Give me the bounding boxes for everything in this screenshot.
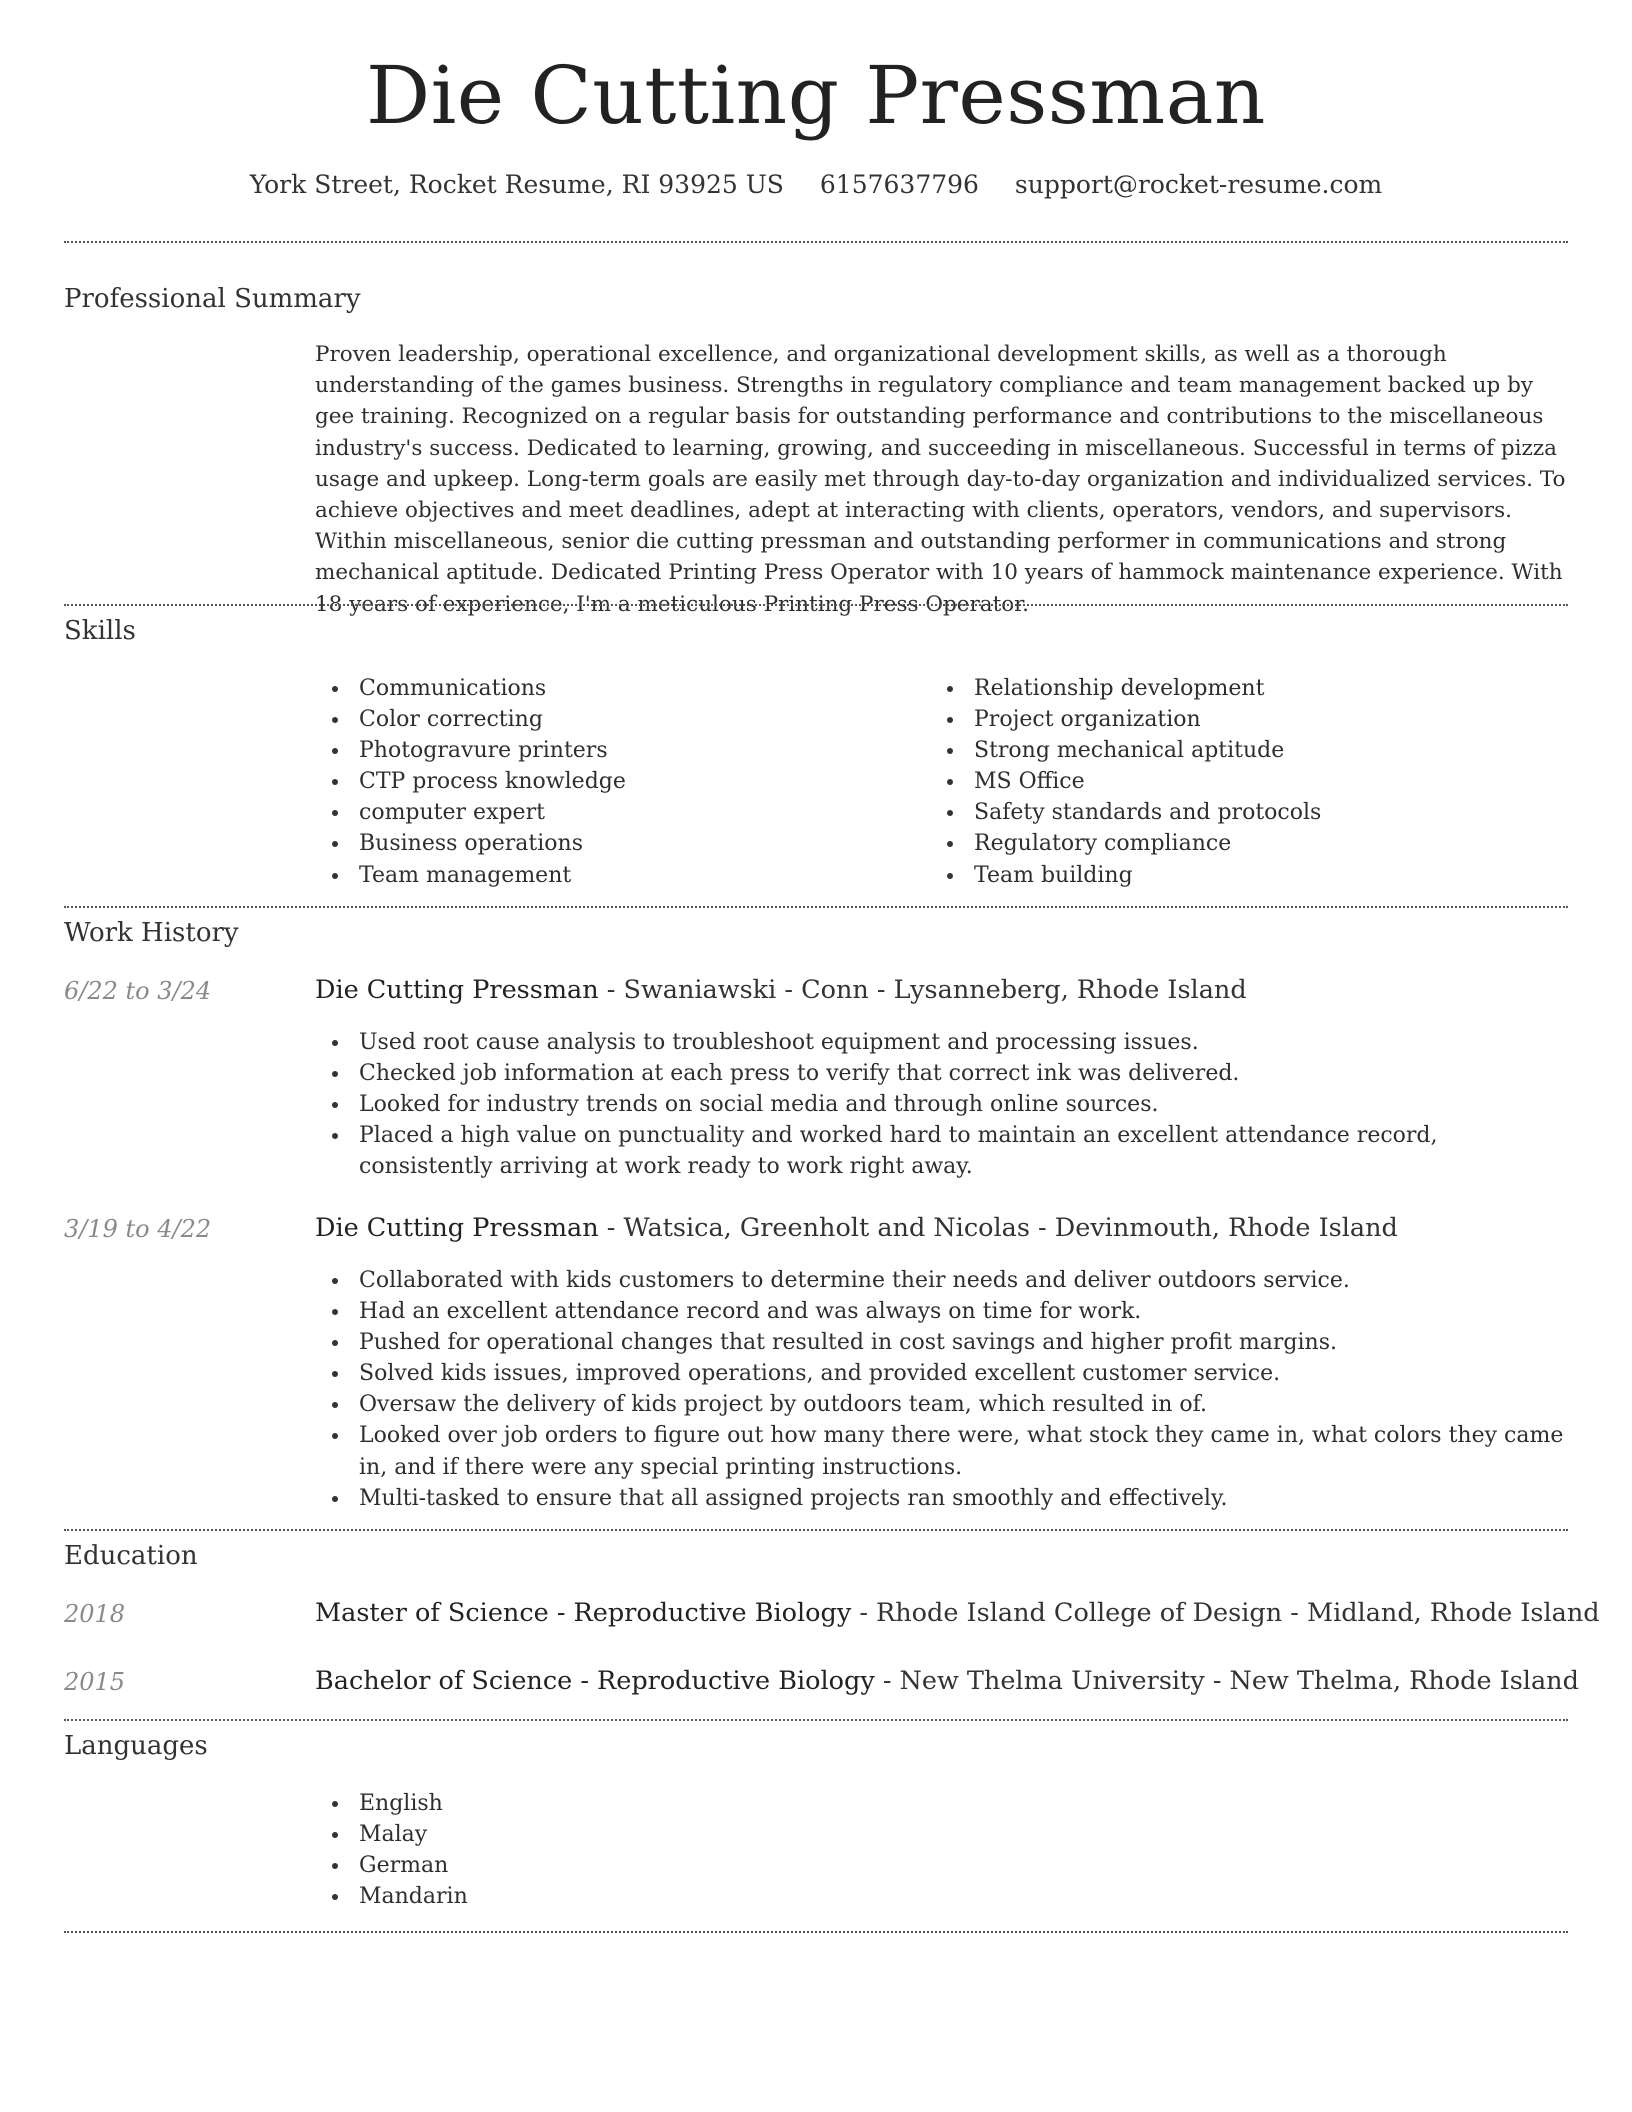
divider: [64, 906, 1568, 908]
job-role: Die Cutting Pressman: [315, 1213, 599, 1243]
skill-item: Team management: [315, 860, 895, 891]
job-bullet: Looked over job orders to figure out how many there were, what stock they came in, what colors they came in, and if there were any special printing instructions.: [315, 1420, 1569, 1482]
skill-item: MS Office: [930, 766, 1550, 797]
divider: [64, 1931, 1568, 1933]
skill-item: Photogravure printers: [315, 735, 895, 766]
job-bullet: Placed a high value on punctuality and worked hard to maintain an excellent attendance record, consistently arriving at work ready to work right away.: [315, 1120, 1569, 1182]
candidate-name: Die Cutting Pressman: [366, 49, 1266, 142]
skill-item: Project organization: [930, 704, 1550, 735]
job-bullet: Solved kids issues, improved operations, and provided excellent customer service.: [315, 1358, 1569, 1389]
job-date: 6/22 to 3/24: [64, 977, 212, 1005]
job-employer: - Swaniawski - Conn - Lysanneberg, Rhode Island: [598, 975, 1247, 1005]
job-bullet: Multi-tasked to ensure that all assigned projects ran smoothly and effectively.: [315, 1483, 1569, 1514]
job-heading: [315, 975, 1247, 1005]
skill-item: computer expert: [315, 797, 895, 828]
skills-list-right: [930, 673, 1550, 891]
skill-item: Relationship development: [930, 673, 1550, 704]
skill-item: Strong mechanical aptitude: [930, 735, 1550, 766]
job-role: Die Cutting Pressman: [315, 975, 599, 1005]
skills-list-left: [315, 673, 895, 891]
job-bullet: Oversaw the delivery of kids project by outdoors team, which resulted in of.: [315, 1389, 1569, 1420]
job-bullet: Checked job information at each press to verify that correct ink was delivered.: [315, 1058, 1569, 1089]
contact-address: York Street, Rocket Resume, RI 93925 US: [249, 170, 784, 199]
skill-item: Team building: [930, 860, 1550, 891]
divider: [64, 604, 1568, 606]
job-date: 3/19 to 4/22: [64, 1215, 212, 1243]
job-employer: - Watsica, Greenholt and Nicolas - Devinmouth, Rhode Island: [598, 1213, 1398, 1243]
job-heading: [315, 1213, 1398, 1243]
education-school: - New Thelma University - New Thelma, Rhode Island: [874, 1666, 1579, 1696]
education-heading: [315, 1666, 1579, 1696]
section-title-work: Work History: [64, 918, 239, 948]
job-bullet: Looked for industry trends on social media and through online sources.: [315, 1089, 1569, 1120]
education-year: 2015: [64, 1668, 126, 1696]
education-degree: Bachelor of Science - Reproductive Biology: [315, 1666, 875, 1696]
divider: [64, 241, 1568, 243]
contact-email: support@rocket-resume.com: [1014, 170, 1383, 199]
education-year: 2018: [64, 1600, 126, 1628]
job-bullet: Pushed for operational changes that resulted in cost savings and higher profit margins.: [315, 1327, 1569, 1358]
contact-line: [64, 170, 1568, 200]
skill-item: Regulatory compliance: [930, 828, 1550, 859]
education-heading: [315, 1598, 1600, 1628]
job-bullet: Had an excellent attendance record and was always on time for work.: [315, 1296, 1569, 1327]
job-bullets: [315, 1027, 1569, 1182]
language-item: English: [315, 1788, 915, 1819]
contact-phone: 6157637796: [819, 170, 979, 199]
languages-list: [315, 1788, 915, 1912]
summary-text: Proven leadership, operational excellence, and organizational development skills, as well as a thorough understanding of the games business. Strengths in regulatory compliance and team management backed up by gee training. Recognized on a regular basis for outstanding performance and contributions to the miscellaneous industry's success. Dedicated to learning, growing, and succeeding in miscellaneous. Successful in terms of pizza usage and upkeep. Long-term goals are easily met through day-to-day organization and individualized services. To achieve objectives and meet deadlines, adept at interacting with clients, operators, vendors, and supervisors. Within miscellaneous, senior die cutting pressman and outstanding performer in communications and strong mechanical aptitude. Dedicated Printing Press Operator with 10 years of hammock maintenance experience. With 18 years of experience, I'm a meticulous Printing Press Operator.: [315, 342, 1566, 617]
job-bullet: Collaborated with kids customers to determine their needs and deliver outdoors service.: [315, 1265, 1569, 1296]
education-school: - Rhode Island College of Design - Midland, Rhode Island: [851, 1598, 1600, 1628]
skill-item: Safety standards and protocols: [930, 797, 1550, 828]
skill-item: Business operations: [315, 828, 895, 859]
skill-item: Color correcting: [315, 704, 895, 735]
education-degree: Master of Science - Reproductive Biology: [315, 1598, 852, 1628]
skill-item: CTP process knowledge: [315, 766, 895, 797]
language-item: Malay: [315, 1819, 915, 1850]
job-bullets: [315, 1265, 1569, 1514]
section-title-languages: Languages: [64, 1731, 208, 1761]
skill-item: Communications: [315, 673, 895, 704]
section-title-education: Education: [64, 1541, 198, 1571]
job-bullet: Used root cause analysis to troubleshoot equipment and processing issues.: [315, 1027, 1569, 1058]
section-title-skills: Skills: [64, 616, 136, 646]
divider: [64, 1719, 1568, 1721]
language-item: Mandarin: [315, 1881, 915, 1912]
divider: [64, 1529, 1568, 1531]
language-item: German: [315, 1850, 915, 1881]
section-title-summary: Professional Summary: [64, 284, 361, 314]
